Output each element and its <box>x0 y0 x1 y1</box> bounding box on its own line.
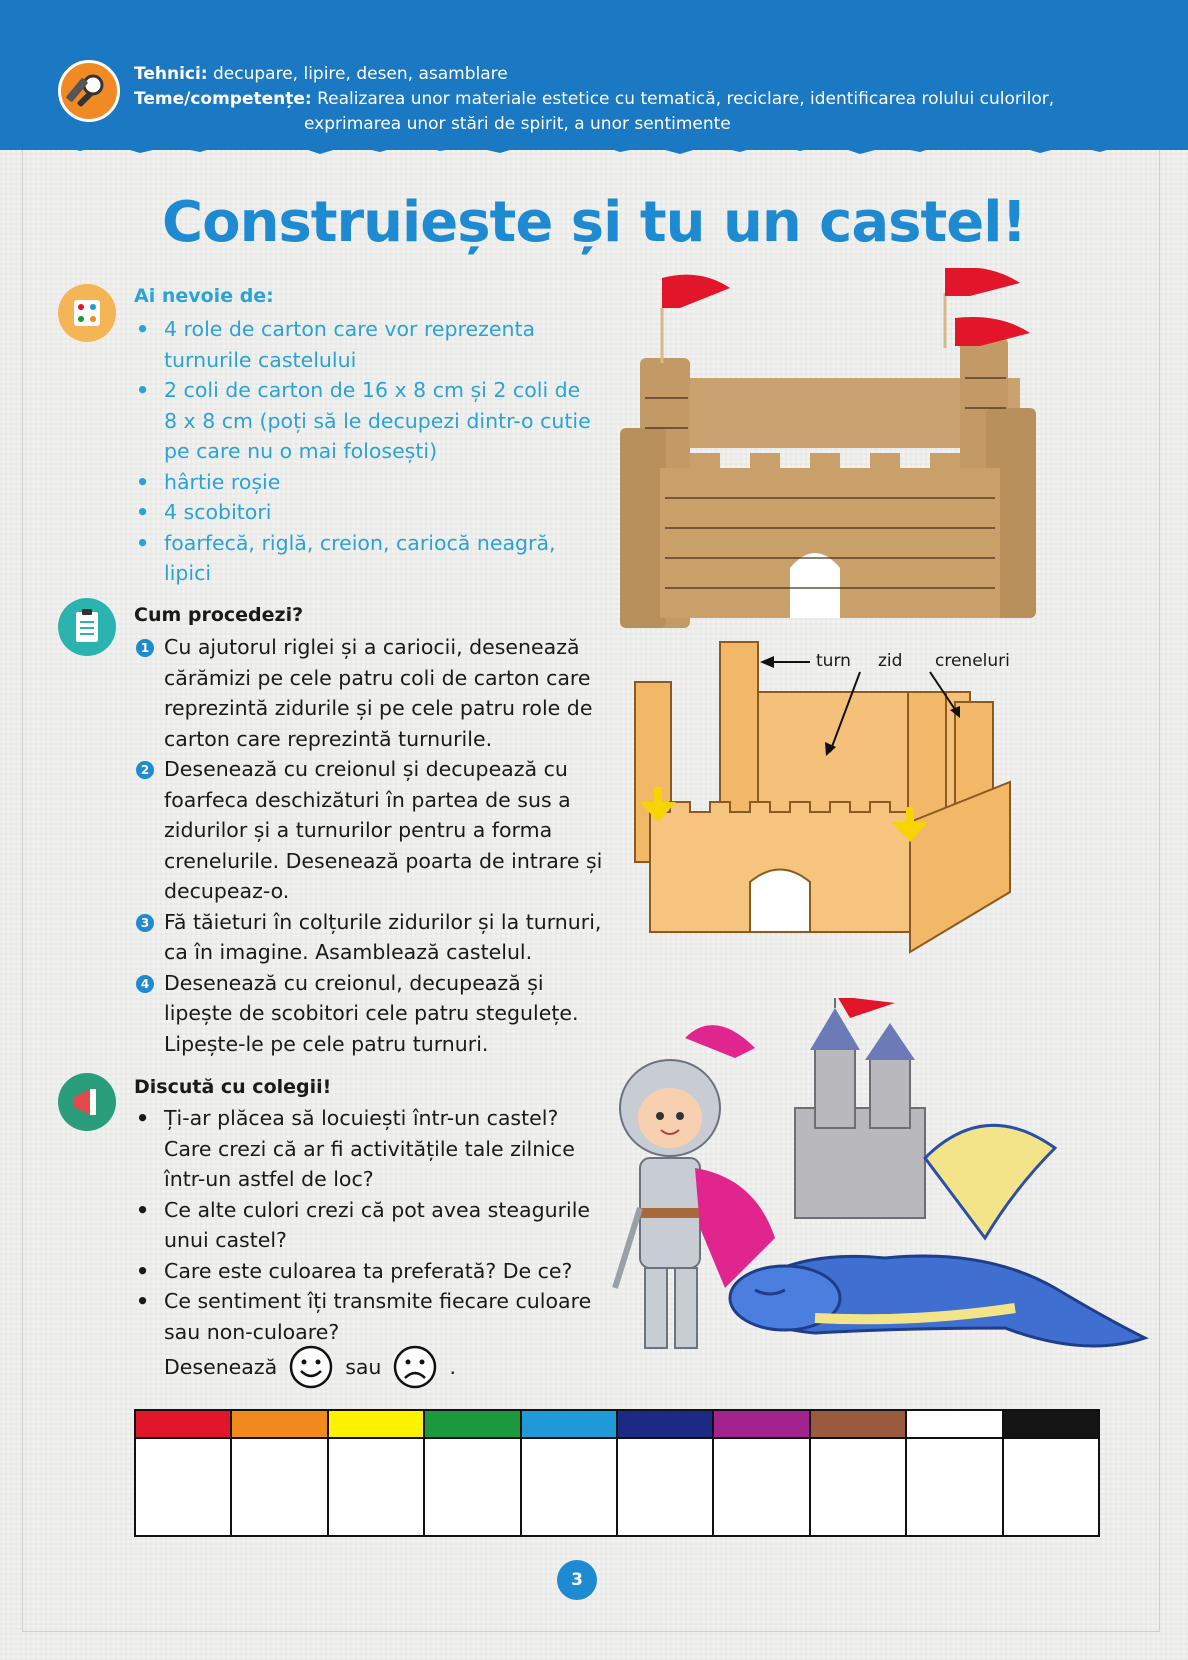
step-item <box>134 632 604 754</box>
paint-palette-icon <box>58 284 116 342</box>
steps-heading: Cum procedezi? <box>134 604 304 626</box>
techniques-value: decupare, lipire, desen, asamblare <box>207 64 508 84</box>
label-battlements: creneluri <box>935 651 1010 671</box>
discuss-heading: Discută cu colegii! <box>134 1076 332 1098</box>
step-item <box>134 907 604 968</box>
themes-value-1: Realizarea unor materiale estetice cu tematică, reciclare, identificarea rolului culorilor, <box>311 89 1055 109</box>
step-text: Desenează cu creionul și decupează cu foarfeca deschizături în partea de sus a zidurilor și a turnurilor pentru a forma crenelurile. Desenează poarta de intrare și decupeaz-o. <box>164 757 603 903</box>
drawing-cell[interactable] <box>521 1438 617 1536</box>
themes-label: Teme/competențe: <box>134 89 312 109</box>
draw-instruction <box>164 1345 456 1389</box>
color-swatch <box>521 1410 617 1438</box>
steps-list <box>134 632 604 1059</box>
draw-or: sau <box>345 1355 382 1379</box>
drawing-row <box>135 1438 1099 1536</box>
drawing-cell[interactable] <box>424 1438 520 1536</box>
drawing-cell[interactable] <box>328 1438 424 1536</box>
knight-dragon-illustration <box>585 998 1170 1418</box>
list-item: • Care este culoarea ta preferată? De ce? <box>134 1256 594 1287</box>
step-number: 1 <box>136 639 154 657</box>
color-swatch <box>810 1410 906 1438</box>
step-text: Cu ajutorul riglei și a cariocii, desenează cărămizi pe cele patru coli de carton care reprezintă zidurile și pe cele patru role de carton care reprezintă turnurile. <box>164 635 593 751</box>
drawing-cell[interactable] <box>617 1438 713 1536</box>
drawing-cell[interactable] <box>906 1438 1002 1536</box>
castle-assembly-diagram <box>630 632 1040 1002</box>
list-item: • hârtie roșie <box>134 467 594 498</box>
list-item: • foarfecă, riglă, creion, cariocă neagră, lipici <box>134 528 594 589</box>
step-text: Desenează cu creionul, decupează și lipește de scobitori cele patru stegulețe. Lipește-le pe cele patru turnuri. <box>164 970 579 1056</box>
list-item: • Ce sentiment îți transmite fiecare culoare sau non-culoare? <box>134 1286 594 1347</box>
materials-list <box>134 314 594 589</box>
clipboard-icon <box>58 598 116 656</box>
cardboard-castle-photo <box>620 268 1100 638</box>
step-text: Fă tăieturi în colțurile zidurilor și la turnuri, ca în imagine. Asamblează castelul. <box>164 909 602 964</box>
drawing-cell[interactable] <box>1003 1438 1099 1536</box>
discuss-list <box>134 1103 594 1347</box>
materials-heading: Ai nevoie de: <box>134 285 274 307</box>
page-title: Construiește și tu un castel! <box>162 190 1026 255</box>
color-feelings-table <box>134 1409 1100 1537</box>
drawing-cell[interactable] <box>135 1438 231 1536</box>
happy-face-icon <box>289 1345 333 1389</box>
color-swatch-row <box>135 1410 1099 1438</box>
list-item: • 2 coli de carton de 16 x 8 cm și 2 coli de 8 x 8 cm (poți să le decupezi dintr-o cutie pe care nu o mai folosești) <box>134 375 594 467</box>
color-swatch <box>328 1410 424 1438</box>
step-item <box>134 754 604 907</box>
color-swatch <box>135 1410 231 1438</box>
draw-prefix: Desenează <box>164 1355 278 1379</box>
color-swatch <box>231 1410 327 1438</box>
list-item: • 4 scobitori <box>134 497 594 528</box>
label-wall: zid <box>878 651 903 671</box>
themes-value-2: exprimarea unor stări de spirit, a unor sentimente <box>304 114 731 134</box>
label-tower: turn <box>816 651 851 671</box>
step-number: 4 <box>136 975 154 993</box>
header-text <box>134 62 1054 137</box>
drawing-cell[interactable] <box>231 1438 327 1536</box>
color-swatch <box>906 1410 1002 1438</box>
list-item: • Ți-ar plăcea să locuiești într-un castel? Care crezi că ar fi activitățile tale zilnice într-un astfel de loc? <box>134 1103 594 1195</box>
techniques-label: Tehnici: <box>134 64 208 84</box>
drawing-cell[interactable] <box>810 1438 906 1536</box>
color-swatch <box>424 1410 520 1438</box>
list-item: • 4 role de carton care vor reprezenta turnurile castelului <box>134 314 594 375</box>
page-number: 3 <box>557 1560 597 1600</box>
megaphone-icon <box>58 1073 116 1131</box>
list-item: • Ce alte culori crezi că pot avea steagurile unui castel? <box>134 1195 594 1256</box>
step-item <box>134 968 604 1060</box>
tools-icon <box>58 60 120 122</box>
color-swatch <box>1003 1410 1099 1438</box>
step-number: 3 <box>136 914 154 932</box>
color-swatch <box>713 1410 809 1438</box>
color-swatch <box>617 1410 713 1438</box>
step-number: 2 <box>136 761 154 779</box>
draw-suffix: . <box>449 1355 456 1379</box>
sad-face-icon <box>393 1345 437 1389</box>
drawing-cell[interactable] <box>713 1438 809 1536</box>
